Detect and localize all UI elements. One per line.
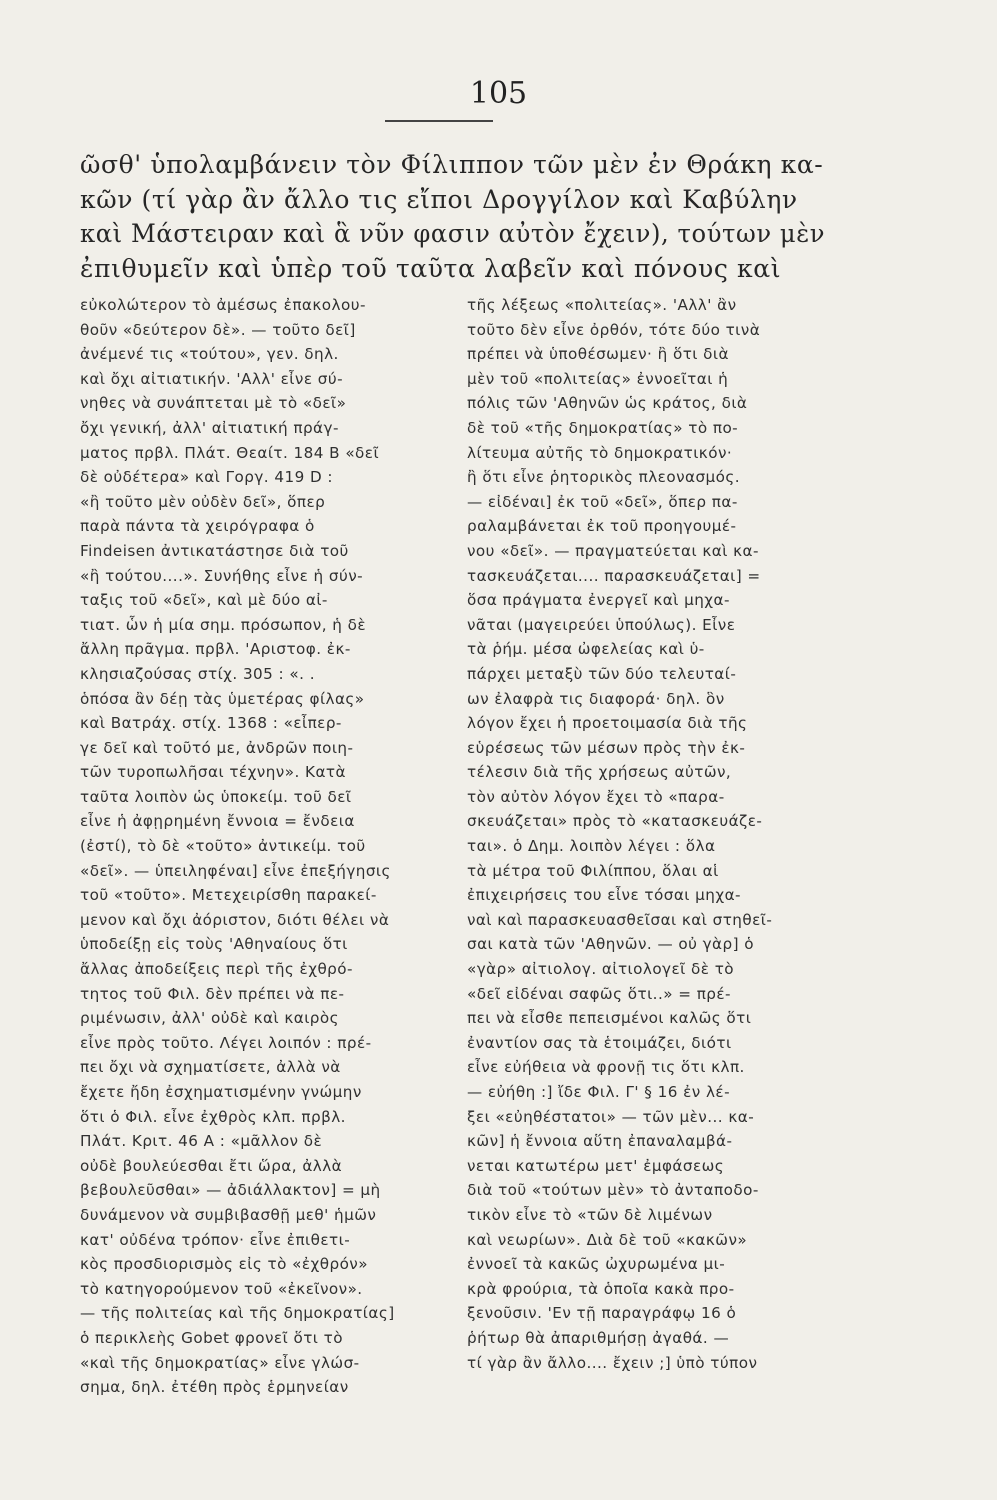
commentary-line: τέλεσιν διὰ τῆς χρήσεως αὐτῶν, <box>467 763 732 782</box>
commentary-line: κατ' οὐδένα τρόπον· εἶνε ἐπιθετι- <box>80 1230 351 1249</box>
commentary-line: κρὰ φρούρια, τὰ ὁποῖα κακὰ προ- <box>467 1279 735 1298</box>
commentary-line: ων ἐλαφρὰ τις διαφορά· δηλ. ὃν <box>467 689 725 708</box>
commentary-line: κῶν] ἡ ἔννοια αὕτη ἐπαναλαμβά- <box>467 1132 733 1151</box>
commentary-line: εὑρέσεως τῶν μέσων πρὸς τὴν ἐκ- <box>467 738 746 757</box>
header-rule <box>385 120 493 122</box>
commentary-line: παρὰ πάντα τὰ χειρόγραφα ὁ <box>80 517 315 536</box>
commentary-line: πάρχει μεταξὺ τῶν δύο τελευταί- <box>467 664 737 683</box>
commentary-line: πόλις τῶν 'Αθηνῶν ὡς κράτος, διὰ <box>467 394 748 413</box>
main-text-block <box>80 148 825 286</box>
commentary-line: ἐπιχειρήσεις του εἶνε τόσαι μηχα- <box>467 886 741 905</box>
commentary-line: δὲ τοῦ «τῆς δημοκρατίας» τὸ πο- <box>467 418 739 437</box>
commentary-line: τῶν τυροπωλῆσαι τέχνην». Κατὰ <box>80 763 346 782</box>
commentary-line: ὁ περικλεὴς Gobet φρονεῖ ὅτι τὸ <box>80 1328 343 1347</box>
commentary-line: ἢ ὅτι εἶνε ῥητορικὸς πλεονασμός. <box>467 468 741 487</box>
commentary-line: τητος τοῦ Φιλ. δὲν πρέπει νὰ πε- <box>80 984 345 1003</box>
commentary-line: καὶ νεωρίων». Διὰ δὲ τοῦ «κακῶν» <box>467 1230 748 1249</box>
main-text-line: καὶ Μάστειραν καὶ ἃ νῦν φασιν αὐτὸν ἔχειν), τούτων μὲν <box>80 219 826 248</box>
commentary-line: θοῦν «δεύτερον δὲ». — τοῦτο δεῖ] <box>80 320 356 339</box>
commentary-line: διὰ τοῦ «τούτων μὲν» τὸ ἀνταποδο- <box>467 1181 759 1200</box>
commentary-line: ὅσα πράγματα ἐνεργεῖ καὶ μηχα- <box>467 591 730 610</box>
commentary-line: τικὸν εἶνε τὸ «τῶν δὲ λιμένων <box>467 1205 713 1224</box>
commentary-line: ὅτι ὁ Φιλ. εἶνε ἐχθρὸς κλπ. πρβλ. <box>80 1107 346 1126</box>
commentary-line: ξενοῦσιν. 'Εν τῇ παραγράφῳ 16 ὁ <box>467 1304 737 1323</box>
main-text-line: ῶσθ' ὑπολαμβάνειν τὸν Φίλιππον τῶν μὲν ἐν Θράκη κα- <box>80 150 824 179</box>
commentary-line: τῆς λέξεως «πολιτείας». 'Αλλ' ἂν <box>467 296 737 314</box>
commentary-line: «γὰρ» αἰτιολογ. αἰτιολογεῖ δὲ τὸ <box>467 960 735 979</box>
commentary-line: πει νὰ εἶσθε πεπεισμένοι καλῶς ὅτι <box>467 1009 752 1028</box>
commentary-line: εἶνε πρὸς τοῦτο. Λέγει λοιπόν : πρέ- <box>80 1033 372 1052</box>
commentary-line: ἄλλας ἀποδείξεις περὶ τῆς ἐχθρό- <box>80 960 353 979</box>
commentary-line: «δεῖ». — ὑπειληφέναι] εἶνε ἐπεξήγησις <box>80 861 391 880</box>
commentary-line: οὐδὲ βουλεύεσθαι ἔτι ὥρα, ἀλλὰ <box>80 1156 343 1175</box>
commentary-line: ἄλλη πρᾶγμα. πρβλ. 'Αριστοφ. ἐκ- <box>80 640 351 659</box>
commentary-line: κὸς προσδιορισμὸς εἰς τὸ «ἐχθρόν» <box>80 1255 368 1274</box>
commentary-line: — τῆς πολιτείας καὶ τῆς δημοκρατίας] <box>80 1304 395 1323</box>
commentary-line: ἀνέμενέ τις «τούτου», γεν. δηλ. <box>80 345 339 364</box>
commentary-line: ἔχετε ἤδη ἐσχηματισμένην γνώμην <box>80 1083 362 1101</box>
commentary-right-column <box>467 293 822 1375</box>
commentary-line: τοῦ «τοῦτο». Μετεχειρίσθη παρακεί- <box>80 886 377 905</box>
page-number: 105 <box>469 76 528 111</box>
commentary-line: ται». ὁ Δημ. λοιπὸν λέγει : ὅλα <box>467 837 716 856</box>
commentary-line: τιατ. ὧν ἡ μία σημ. πρόσωπον, ἡ δὲ <box>80 615 367 634</box>
commentary-line: δυνάμενον νὰ συμβιβασθῇ μεθ' ἡμῶν <box>80 1205 377 1224</box>
commentary-line: «καὶ τῆς δημοκρατίας» εἶνε γλώσ- <box>80 1353 360 1372</box>
commentary-line: λόγον ἔχει ἡ προετοιμασία διὰ τῆς <box>467 714 748 733</box>
commentary-line: ῥήτωρ θὰ ἀπαριθμήσῃ ἀγαθά. — <box>467 1328 730 1347</box>
commentary-line: ὄχι γενική, ἀλλ' αἰτιατική πράγ- <box>80 418 339 437</box>
commentary-line: μὲν τοῦ «πολιτείας» ἐννοεῖται ἡ <box>467 369 729 388</box>
commentary-line: κλησιαζούσας στίχ. 305 : «. . <box>80 664 315 683</box>
commentary-line: ταξις τοῦ «δεῖ», καὶ μὲ δύο αἰ- <box>80 591 328 610</box>
commentary-line: (ἐστί), τὸ δὲ «τοῦτο» ἀντικείμ. τοῦ <box>80 837 366 856</box>
commentary-line: ραλαμβάνεται ἐκ τοῦ προηγουμέ- <box>467 517 737 536</box>
commentary-line: τοῦτο δὲν εἶνε ὀρθόν, τότε δύο τινὰ <box>467 320 761 339</box>
commentary-line: γε δεῖ καὶ τοῦτό με, ἀνδρῶν ποιη- <box>80 738 354 757</box>
commentary-line: «ἢ τοῦτο μὲν οὐδὲν δεῖ», ὅπερ <box>80 492 326 511</box>
commentary-line: — εἰδέναι] ἐκ τοῦ «δεῖ», ὅπερ πα- <box>467 492 738 511</box>
commentary-line: πει ὄχι νὰ σχηματίσετε, ἀλλὰ νὰ <box>80 1058 341 1077</box>
commentary-line: λίτευμα αὐτῆς τὸ δημοκρατικόν· <box>467 443 733 462</box>
commentary-left-column <box>80 293 435 1400</box>
commentary-line: σκευάζεται» πρὸς τὸ «κατασκευάζε- <box>467 812 763 831</box>
commentary-line: ριμένωσιν, ἀλλ' οὐδὲ καὶ καιρὸς <box>80 1009 339 1028</box>
commentary-line: τὰ μέτρα τοῦ Φιλίππου, ὅλαι αἱ <box>467 861 719 880</box>
commentary-line: τὰ ῥήμ. μέσα ὠφελείας καὶ ὑ- <box>467 640 705 659</box>
commentary-line: ἐναντίον σας τὰ ἑτοιμάζει, διότι <box>467 1033 732 1052</box>
commentary-line: εἶνε εὐήθεια νὰ φρονῇ τις ὅτι κλπ. <box>467 1058 745 1077</box>
main-text-line: κῶν (τί γὰρ ἂν ἄλλο τις εἴποι Δρογγίλον καὶ Καβύλην <box>80 184 798 214</box>
commentary-line: πρέπει νὰ ὑποθέσωμεν· ἢ ὅτι διὰ <box>467 345 729 364</box>
commentary-line: εὐκολώτερον τὸ ἀμέσως ἐπακολου- <box>80 296 366 314</box>
commentary-line: τασκευάζεται.... παρασκευάζεται] = <box>467 566 761 585</box>
commentary-line: δὲ οὐδέτερα» καὶ Γοργ. 419 D : <box>80 468 333 487</box>
commentary-line: ἐννοεῖ τὰ κακῶς ὠχυρωμένα μι- <box>467 1255 726 1274</box>
commentary-line: βεβουλεῦσθαι» — ἀδιάλλακτον] = μὴ <box>80 1181 381 1200</box>
commentary-line: νᾶται (μαγειρεύει ὑπούλως). Εἶνε <box>467 615 736 634</box>
commentary-line: καὶ Βατράχ. στίχ. 1368 : «εἶπερ- <box>80 714 342 733</box>
commentary-line: καὶ ὄχι αἰτιατικήν. 'Αλλ' εἶνε σύ- <box>80 369 344 388</box>
commentary-line: ναὶ καὶ παρασκευασθεῖσαι καὶ στηθεῖ- <box>467 910 773 929</box>
commentary-line: τί γὰρ ἂν ἄλλο.... ἔχειν ;] ὑπὸ τύπον <box>467 1353 758 1372</box>
commentary-line: ὑποδείξῃ εἰς τοὺς 'Αθηναίους ὅτι <box>80 935 348 954</box>
commentary-line: ταῦτα λοιπὸν ὡς ὑποκείμ. τοῦ δεῖ <box>80 787 352 806</box>
commentary-line: εἶνε ἡ ἀφῃρημένη ἔννοια = ἔνδεια <box>80 812 355 831</box>
commentary-line: Findeisen ἀντικατάστησε διὰ τοῦ <box>80 541 349 560</box>
commentary-line: νεται κατωτέρω μετ' ἐμφάσεως <box>467 1156 725 1175</box>
commentary-line: σαι κατὰ τῶν 'Αθηνῶν. — οὐ γὰρ] ὁ <box>467 935 755 954</box>
commentary-line: — εὐήθη :] ἴδε Φιλ. Γ' § 16 ἐν λέ- <box>467 1083 730 1101</box>
commentary-line: νηθες νὰ συνάπτεται μὲ τὸ «δεῖ» <box>80 394 347 413</box>
commentary-line: «ἢ τούτου....». Συνήθης εἶνε ἡ σύν- <box>80 566 364 585</box>
main-text-line: ἐπιθυμεῖν καὶ ὑπὲρ τοῦ ταῦτα λαβεῖν καὶ πόνους καὶ <box>80 253 782 283</box>
commentary-line: «δεῖ εἰδέναι σαφῶς ὅτι..» = πρέ- <box>467 984 731 1003</box>
commentary-line: ματος πρβλ. Πλάτ. Θεαίτ. 184 Β «δεῖ <box>80 443 380 462</box>
commentary-line: μενον καὶ ὄχι ἀόριστον, διότι θέλει νὰ <box>80 910 390 929</box>
commentary-line: νου «δεῖ». — πραγματεύεται καὶ κα- <box>467 541 759 560</box>
commentary-line: σημα, δηλ. ἐτέθη πρὸς ἑρμηνείαν <box>80 1378 349 1397</box>
commentary-line: τὸν αὐτὸν λόγον ἔχει τὸ «παρα- <box>467 787 725 806</box>
commentary-line: Πλάτ. Κριτ. 46 Α : «μᾶλλον δὲ <box>80 1132 323 1151</box>
commentary-line: ξει «εὐηθέστατοι» — τῶν μὲν... κα- <box>467 1107 755 1126</box>
commentary-line: τὸ κατηγορούμενον τοῦ «ἐκεῖνον». <box>80 1279 363 1298</box>
commentary-line: ὁπόσα ἂν δέῃ τὰς ὑμετέρας φίλας» <box>80 689 365 708</box>
